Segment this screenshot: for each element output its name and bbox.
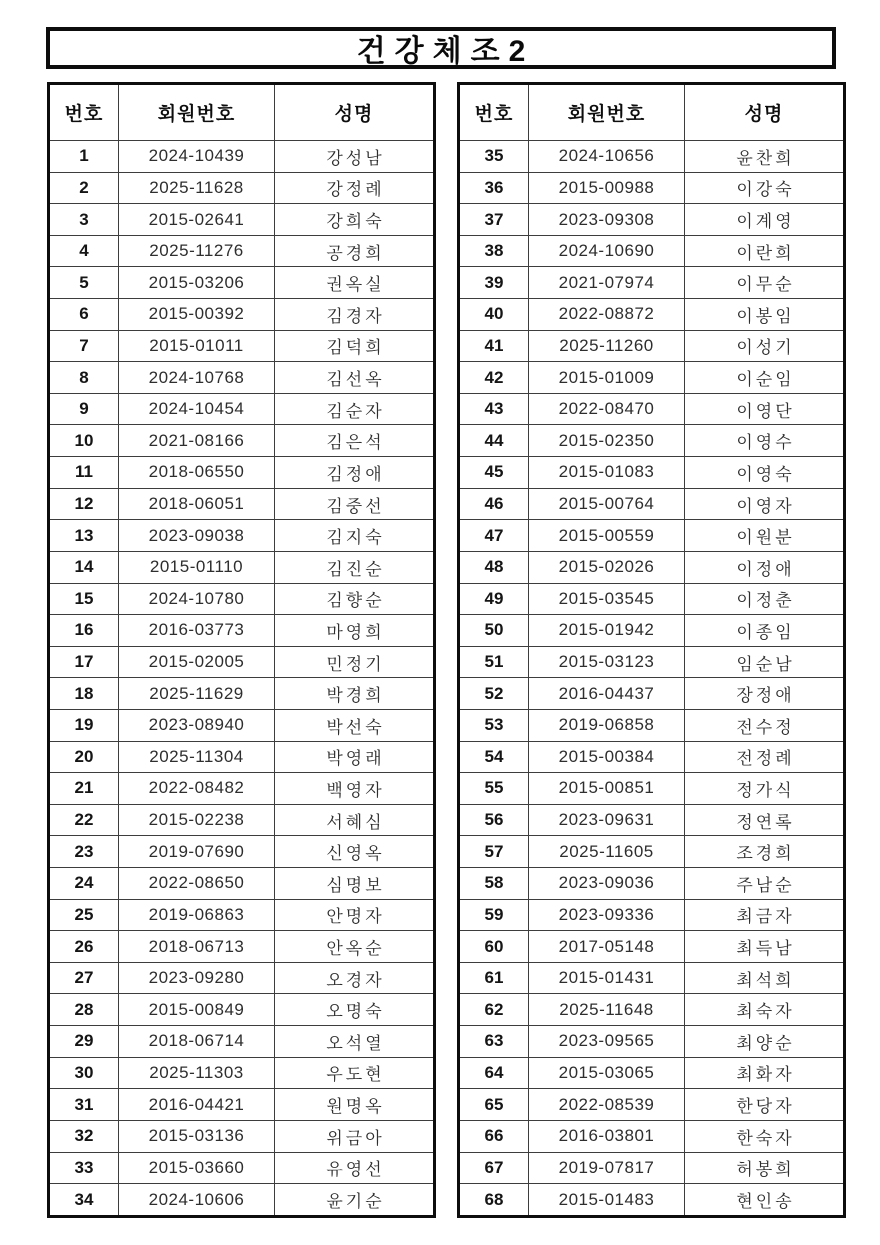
member-id-cell: 2022-08539 (529, 1089, 685, 1121)
table-row (459, 868, 845, 900)
member-name-cell: 김향순 (275, 583, 435, 615)
member-id-cell: 2023-09565 (529, 1026, 685, 1058)
member-name-cell: 이정애 (685, 551, 845, 583)
member-id-cell: 2015-01009 (529, 362, 685, 394)
row-number-cell: 53 (459, 709, 529, 741)
member-name-cell: 주남순 (685, 868, 845, 900)
member-id-cell: 2019-07690 (119, 836, 275, 868)
member-name-cell: 안옥순 (275, 931, 435, 963)
row-number-cell: 68 (459, 1184, 529, 1217)
member-id-cell: 2015-03545 (529, 583, 685, 615)
row-number-cell: 4 (49, 235, 119, 267)
member-name-cell: 김덕희 (275, 330, 435, 362)
page-title-box (46, 27, 836, 69)
member-name-cell: 이봉임 (685, 299, 845, 331)
member-id-cell: 2025-11648 (529, 994, 685, 1026)
table-row (459, 583, 845, 615)
member-id-cell: 2018-06713 (119, 931, 275, 963)
member-name-cell: 이성기 (685, 330, 845, 362)
table-row (49, 362, 435, 394)
table-row (49, 899, 435, 931)
table-row (459, 551, 845, 583)
table-row (49, 1026, 435, 1058)
member-name-cell: 유영선 (275, 1152, 435, 1184)
table-row (459, 678, 845, 710)
member-id-cell: 2015-00851 (529, 773, 685, 805)
member-id-cell: 2018-06051 (119, 488, 275, 520)
member-id-cell: 2015-01942 (529, 615, 685, 647)
row-number-cell: 65 (459, 1089, 529, 1121)
member-name-cell: 오석열 (275, 1026, 435, 1058)
member-name-cell: 이순임 (685, 362, 845, 394)
member-id-cell: 2024-10768 (119, 362, 275, 394)
member-name-cell: 윤찬희 (685, 141, 845, 173)
row-number-cell: 22 (49, 804, 119, 836)
member-name-cell: 공경희 (275, 235, 435, 267)
member-name-cell: 강희숙 (275, 204, 435, 236)
row-number-cell: 36 (459, 172, 529, 204)
table-row (49, 425, 435, 457)
member-id-cell: 2019-06858 (529, 709, 685, 741)
row-number-cell: 24 (49, 868, 119, 900)
table-row (49, 172, 435, 204)
member-name-cell: 전정례 (685, 741, 845, 773)
table-row (49, 962, 435, 994)
table-row (459, 615, 845, 647)
member-name-cell: 이종임 (685, 615, 845, 647)
row-number-cell: 63 (459, 1026, 529, 1058)
member-id-cell: 2015-03206 (119, 267, 275, 299)
row-number-cell: 57 (459, 836, 529, 868)
table-row (459, 520, 845, 552)
row-number-cell: 48 (459, 551, 529, 583)
table-row (49, 520, 435, 552)
member-name-cell: 정연록 (685, 804, 845, 836)
row-number-cell: 43 (459, 393, 529, 425)
member-name-cell: 김진순 (275, 551, 435, 583)
row-number-cell: 50 (459, 615, 529, 647)
table-row (459, 646, 845, 678)
member-id-cell: 2025-11304 (119, 741, 275, 773)
table-row (459, 457, 845, 489)
row-number-cell: 27 (49, 962, 119, 994)
member-id-cell: 2015-00849 (119, 994, 275, 1026)
row-number-cell: 39 (459, 267, 529, 299)
table-row (49, 267, 435, 299)
member-name-cell: 이영자 (685, 488, 845, 520)
member-id-cell: 2025-11260 (529, 330, 685, 362)
table-row (49, 1057, 435, 1089)
table-row (49, 141, 435, 173)
col-header-name: 성명 (275, 84, 435, 141)
row-number-cell: 28 (49, 994, 119, 1026)
table-row (49, 235, 435, 267)
row-number-cell: 59 (459, 899, 529, 931)
row-number-cell: 9 (49, 393, 119, 425)
member-id-cell: 2024-10606 (119, 1184, 275, 1217)
member-id-cell: 2018-06550 (119, 457, 275, 489)
member-name-cell: 이원분 (685, 520, 845, 552)
table-row (49, 646, 435, 678)
member-name-cell: 김순자 (275, 393, 435, 425)
table-row (459, 1089, 845, 1121)
member-name-cell: 이무순 (685, 267, 845, 299)
table-row (49, 931, 435, 963)
member-name-cell: 최금자 (685, 899, 845, 931)
table-row (459, 235, 845, 267)
row-number-cell: 41 (459, 330, 529, 362)
row-number-cell: 3 (49, 204, 119, 236)
table-row (459, 141, 845, 173)
member-name-cell: 백영자 (275, 773, 435, 805)
table-header-row (459, 84, 845, 141)
member-id-cell: 2023-09036 (529, 868, 685, 900)
member-name-cell: 오명숙 (275, 994, 435, 1026)
member-id-cell: 2018-06714 (119, 1026, 275, 1058)
table-row (459, 1026, 845, 1058)
member-name-cell: 정가식 (685, 773, 845, 805)
member-table-right (457, 82, 846, 1218)
member-name-cell: 허봉희 (685, 1152, 845, 1184)
row-number-cell: 14 (49, 551, 119, 583)
member-id-cell: 2016-03773 (119, 615, 275, 647)
row-number-cell: 13 (49, 520, 119, 552)
row-number-cell: 26 (49, 931, 119, 963)
member-name-cell: 조경희 (685, 836, 845, 868)
row-number-cell: 64 (459, 1057, 529, 1089)
row-number-cell: 2 (49, 172, 119, 204)
member-name-cell: 원명옥 (275, 1089, 435, 1121)
table-row (459, 267, 845, 299)
table-row (49, 709, 435, 741)
member-name-cell: 오경자 (275, 962, 435, 994)
row-number-cell: 7 (49, 330, 119, 362)
member-name-cell: 전수정 (685, 709, 845, 741)
row-number-cell: 54 (459, 741, 529, 773)
table-row (459, 488, 845, 520)
row-number-cell: 61 (459, 962, 529, 994)
table-row (459, 393, 845, 425)
member-name-cell: 한당자 (685, 1089, 845, 1121)
member-id-cell: 2024-10454 (119, 393, 275, 425)
row-number-cell: 25 (49, 899, 119, 931)
row-number-cell: 56 (459, 804, 529, 836)
table-row (459, 1120, 845, 1152)
member-id-cell: 2019-06863 (119, 899, 275, 931)
table-row (459, 962, 845, 994)
table-row (49, 488, 435, 520)
member-id-cell: 2024-10780 (119, 583, 275, 615)
table-row (459, 836, 845, 868)
table-row (49, 1120, 435, 1152)
table-row (459, 709, 845, 741)
row-number-cell: 30 (49, 1057, 119, 1089)
member-id-cell: 2023-09308 (529, 204, 685, 236)
member-id-cell: 2015-03136 (119, 1120, 275, 1152)
member-id-cell: 2023-08940 (119, 709, 275, 741)
member-id-cell: 2019-07817 (529, 1152, 685, 1184)
table-row (459, 1057, 845, 1089)
member-id-cell: 2015-00384 (529, 741, 685, 773)
row-number-cell: 67 (459, 1152, 529, 1184)
member-name-cell: 우도현 (275, 1057, 435, 1089)
col-header-member-id: 회원번호 (529, 84, 685, 141)
row-number-cell: 19 (49, 709, 119, 741)
row-number-cell: 10 (49, 425, 119, 457)
table-row (459, 1152, 845, 1184)
row-number-cell: 42 (459, 362, 529, 394)
member-id-cell: 2015-02350 (529, 425, 685, 457)
row-number-cell: 8 (49, 362, 119, 394)
table-row (49, 204, 435, 236)
member-id-cell: 2017-05148 (529, 931, 685, 963)
page-title: 건강체조2 (356, 35, 535, 68)
table-row (49, 741, 435, 773)
member-name-cell: 장정애 (685, 678, 845, 710)
member-id-cell: 2015-02641 (119, 204, 275, 236)
member-id-cell: 2024-10439 (119, 141, 275, 173)
member-name-cell: 최숙자 (685, 994, 845, 1026)
table-row (459, 172, 845, 204)
member-id-cell: 2016-04421 (119, 1089, 275, 1121)
member-id-cell: 2024-10656 (529, 141, 685, 173)
col-header-name: 성명 (685, 84, 845, 141)
table-row (49, 773, 435, 805)
member-name-cell: 김은석 (275, 425, 435, 457)
member-name-cell: 김중선 (275, 488, 435, 520)
member-id-cell: 2024-10690 (529, 235, 685, 267)
row-number-cell: 38 (459, 235, 529, 267)
row-number-cell: 49 (459, 583, 529, 615)
member-name-cell: 심명보 (275, 868, 435, 900)
member-id-cell: 2016-03801 (529, 1120, 685, 1152)
member-table-left-body (49, 141, 435, 1217)
member-id-cell: 2025-11629 (119, 678, 275, 710)
member-name-cell: 이영단 (685, 393, 845, 425)
table-row (459, 994, 845, 1026)
row-number-cell: 18 (49, 678, 119, 710)
member-id-cell: 2023-09280 (119, 962, 275, 994)
row-number-cell: 60 (459, 931, 529, 963)
table-row (49, 615, 435, 647)
table-row (49, 1089, 435, 1121)
member-name-cell: 김정애 (275, 457, 435, 489)
member-name-cell: 이영수 (685, 425, 845, 457)
row-number-cell: 11 (49, 457, 119, 489)
member-name-cell: 윤기순 (275, 1184, 435, 1217)
member-table-left (47, 82, 436, 1218)
table-row (49, 678, 435, 710)
table-row (49, 330, 435, 362)
member-name-cell: 김지숙 (275, 520, 435, 552)
row-number-cell: 66 (459, 1120, 529, 1152)
member-name-cell: 권옥실 (275, 267, 435, 299)
row-number-cell: 23 (49, 836, 119, 868)
table-row (49, 994, 435, 1026)
member-name-cell: 이정춘 (685, 583, 845, 615)
table-row (49, 299, 435, 331)
member-id-cell: 2015-03123 (529, 646, 685, 678)
row-number-cell: 29 (49, 1026, 119, 1058)
row-number-cell: 16 (49, 615, 119, 647)
member-tables-container (47, 82, 846, 1218)
member-id-cell: 2015-03660 (119, 1152, 275, 1184)
row-number-cell: 35 (459, 141, 529, 173)
member-name-cell: 한숙자 (685, 1120, 845, 1152)
row-number-cell: 33 (49, 1152, 119, 1184)
member-name-cell: 김경자 (275, 299, 435, 331)
member-id-cell: 2023-09336 (529, 899, 685, 931)
table-row (459, 425, 845, 457)
row-number-cell: 44 (459, 425, 529, 457)
table-row (459, 204, 845, 236)
row-number-cell: 17 (49, 646, 119, 678)
member-name-cell: 최화자 (685, 1057, 845, 1089)
member-name-cell: 강정례 (275, 172, 435, 204)
row-number-cell: 58 (459, 868, 529, 900)
table-row (459, 931, 845, 963)
row-number-cell: 21 (49, 773, 119, 805)
table-row (49, 457, 435, 489)
member-id-cell: 2015-03065 (529, 1057, 685, 1089)
member-id-cell: 2015-00988 (529, 172, 685, 204)
col-header-number: 번호 (49, 84, 119, 141)
table-row (459, 804, 845, 836)
row-number-cell: 55 (459, 773, 529, 805)
member-name-cell: 최석희 (685, 962, 845, 994)
table-row (459, 330, 845, 362)
member-table-right-body (459, 141, 845, 1217)
row-number-cell: 62 (459, 994, 529, 1026)
member-id-cell: 2023-09631 (529, 804, 685, 836)
table-row (49, 804, 435, 836)
row-number-cell: 12 (49, 488, 119, 520)
member-id-cell: 2016-04437 (529, 678, 685, 710)
member-id-cell: 2022-08650 (119, 868, 275, 900)
table-row (459, 773, 845, 805)
member-name-cell: 박영래 (275, 741, 435, 773)
table-header-row (49, 84, 435, 141)
member-name-cell: 김선옥 (275, 362, 435, 394)
row-number-cell: 31 (49, 1089, 119, 1121)
member-name-cell: 임순남 (685, 646, 845, 678)
member-id-cell: 2015-02005 (119, 646, 275, 678)
member-name-cell: 위금아 (275, 1120, 435, 1152)
row-number-cell: 34 (49, 1184, 119, 1217)
member-id-cell: 2015-01083 (529, 457, 685, 489)
table-row (49, 1184, 435, 1217)
col-header-number: 번호 (459, 84, 529, 141)
member-id-cell: 2015-02238 (119, 804, 275, 836)
row-number-cell: 20 (49, 741, 119, 773)
member-name-cell: 최득남 (685, 931, 845, 963)
row-number-cell: 51 (459, 646, 529, 678)
member-name-cell: 박선숙 (275, 709, 435, 741)
member-id-cell: 2015-01431 (529, 962, 685, 994)
member-id-cell: 2015-01011 (119, 330, 275, 362)
member-name-cell: 이강숙 (685, 172, 845, 204)
row-number-cell: 52 (459, 678, 529, 710)
table-row (49, 551, 435, 583)
row-number-cell: 32 (49, 1120, 119, 1152)
member-id-cell: 2015-00764 (529, 488, 685, 520)
member-id-cell: 2015-02026 (529, 551, 685, 583)
row-number-cell: 15 (49, 583, 119, 615)
member-name-cell: 안명자 (275, 899, 435, 931)
table-row (459, 1184, 845, 1217)
member-name-cell: 민정기 (275, 646, 435, 678)
table-row (49, 868, 435, 900)
member-id-cell: 2025-11303 (119, 1057, 275, 1089)
table-row (49, 583, 435, 615)
member-name-cell: 이계영 (685, 204, 845, 236)
row-number-cell: 37 (459, 204, 529, 236)
member-name-cell: 최양순 (685, 1026, 845, 1058)
row-number-cell: 6 (49, 299, 119, 331)
member-id-cell: 2021-07974 (529, 267, 685, 299)
member-name-cell: 이영숙 (685, 457, 845, 489)
row-number-cell: 40 (459, 299, 529, 331)
row-number-cell: 45 (459, 457, 529, 489)
member-name-cell: 현인송 (685, 1184, 845, 1217)
member-id-cell: 2025-11628 (119, 172, 275, 204)
table-row (459, 299, 845, 331)
member-id-cell: 2015-00392 (119, 299, 275, 331)
member-id-cell: 2025-11276 (119, 235, 275, 267)
table-row (49, 393, 435, 425)
member-id-cell: 2015-01483 (529, 1184, 685, 1217)
table-row (459, 741, 845, 773)
row-number-cell: 47 (459, 520, 529, 552)
member-id-cell: 2025-11605 (529, 836, 685, 868)
member-id-cell: 2022-08872 (529, 299, 685, 331)
member-name-cell: 이란희 (685, 235, 845, 267)
member-id-cell: 2023-09038 (119, 520, 275, 552)
member-id-cell: 2015-00559 (529, 520, 685, 552)
member-id-cell: 2022-08482 (119, 773, 275, 805)
member-name-cell: 박경희 (275, 678, 435, 710)
member-name-cell: 신영옥 (275, 836, 435, 868)
member-name-cell: 강성남 (275, 141, 435, 173)
row-number-cell: 1 (49, 141, 119, 173)
member-id-cell: 2021-08166 (119, 425, 275, 457)
member-name-cell: 마영희 (275, 615, 435, 647)
row-number-cell: 46 (459, 488, 529, 520)
table-row (459, 362, 845, 394)
table-row (459, 899, 845, 931)
member-name-cell: 서혜심 (275, 804, 435, 836)
member-id-cell: 2015-01110 (119, 551, 275, 583)
row-number-cell: 5 (49, 267, 119, 299)
table-row (49, 1152, 435, 1184)
member-id-cell: 2022-08470 (529, 393, 685, 425)
col-header-member-id: 회원번호 (119, 84, 275, 141)
table-row (49, 836, 435, 868)
